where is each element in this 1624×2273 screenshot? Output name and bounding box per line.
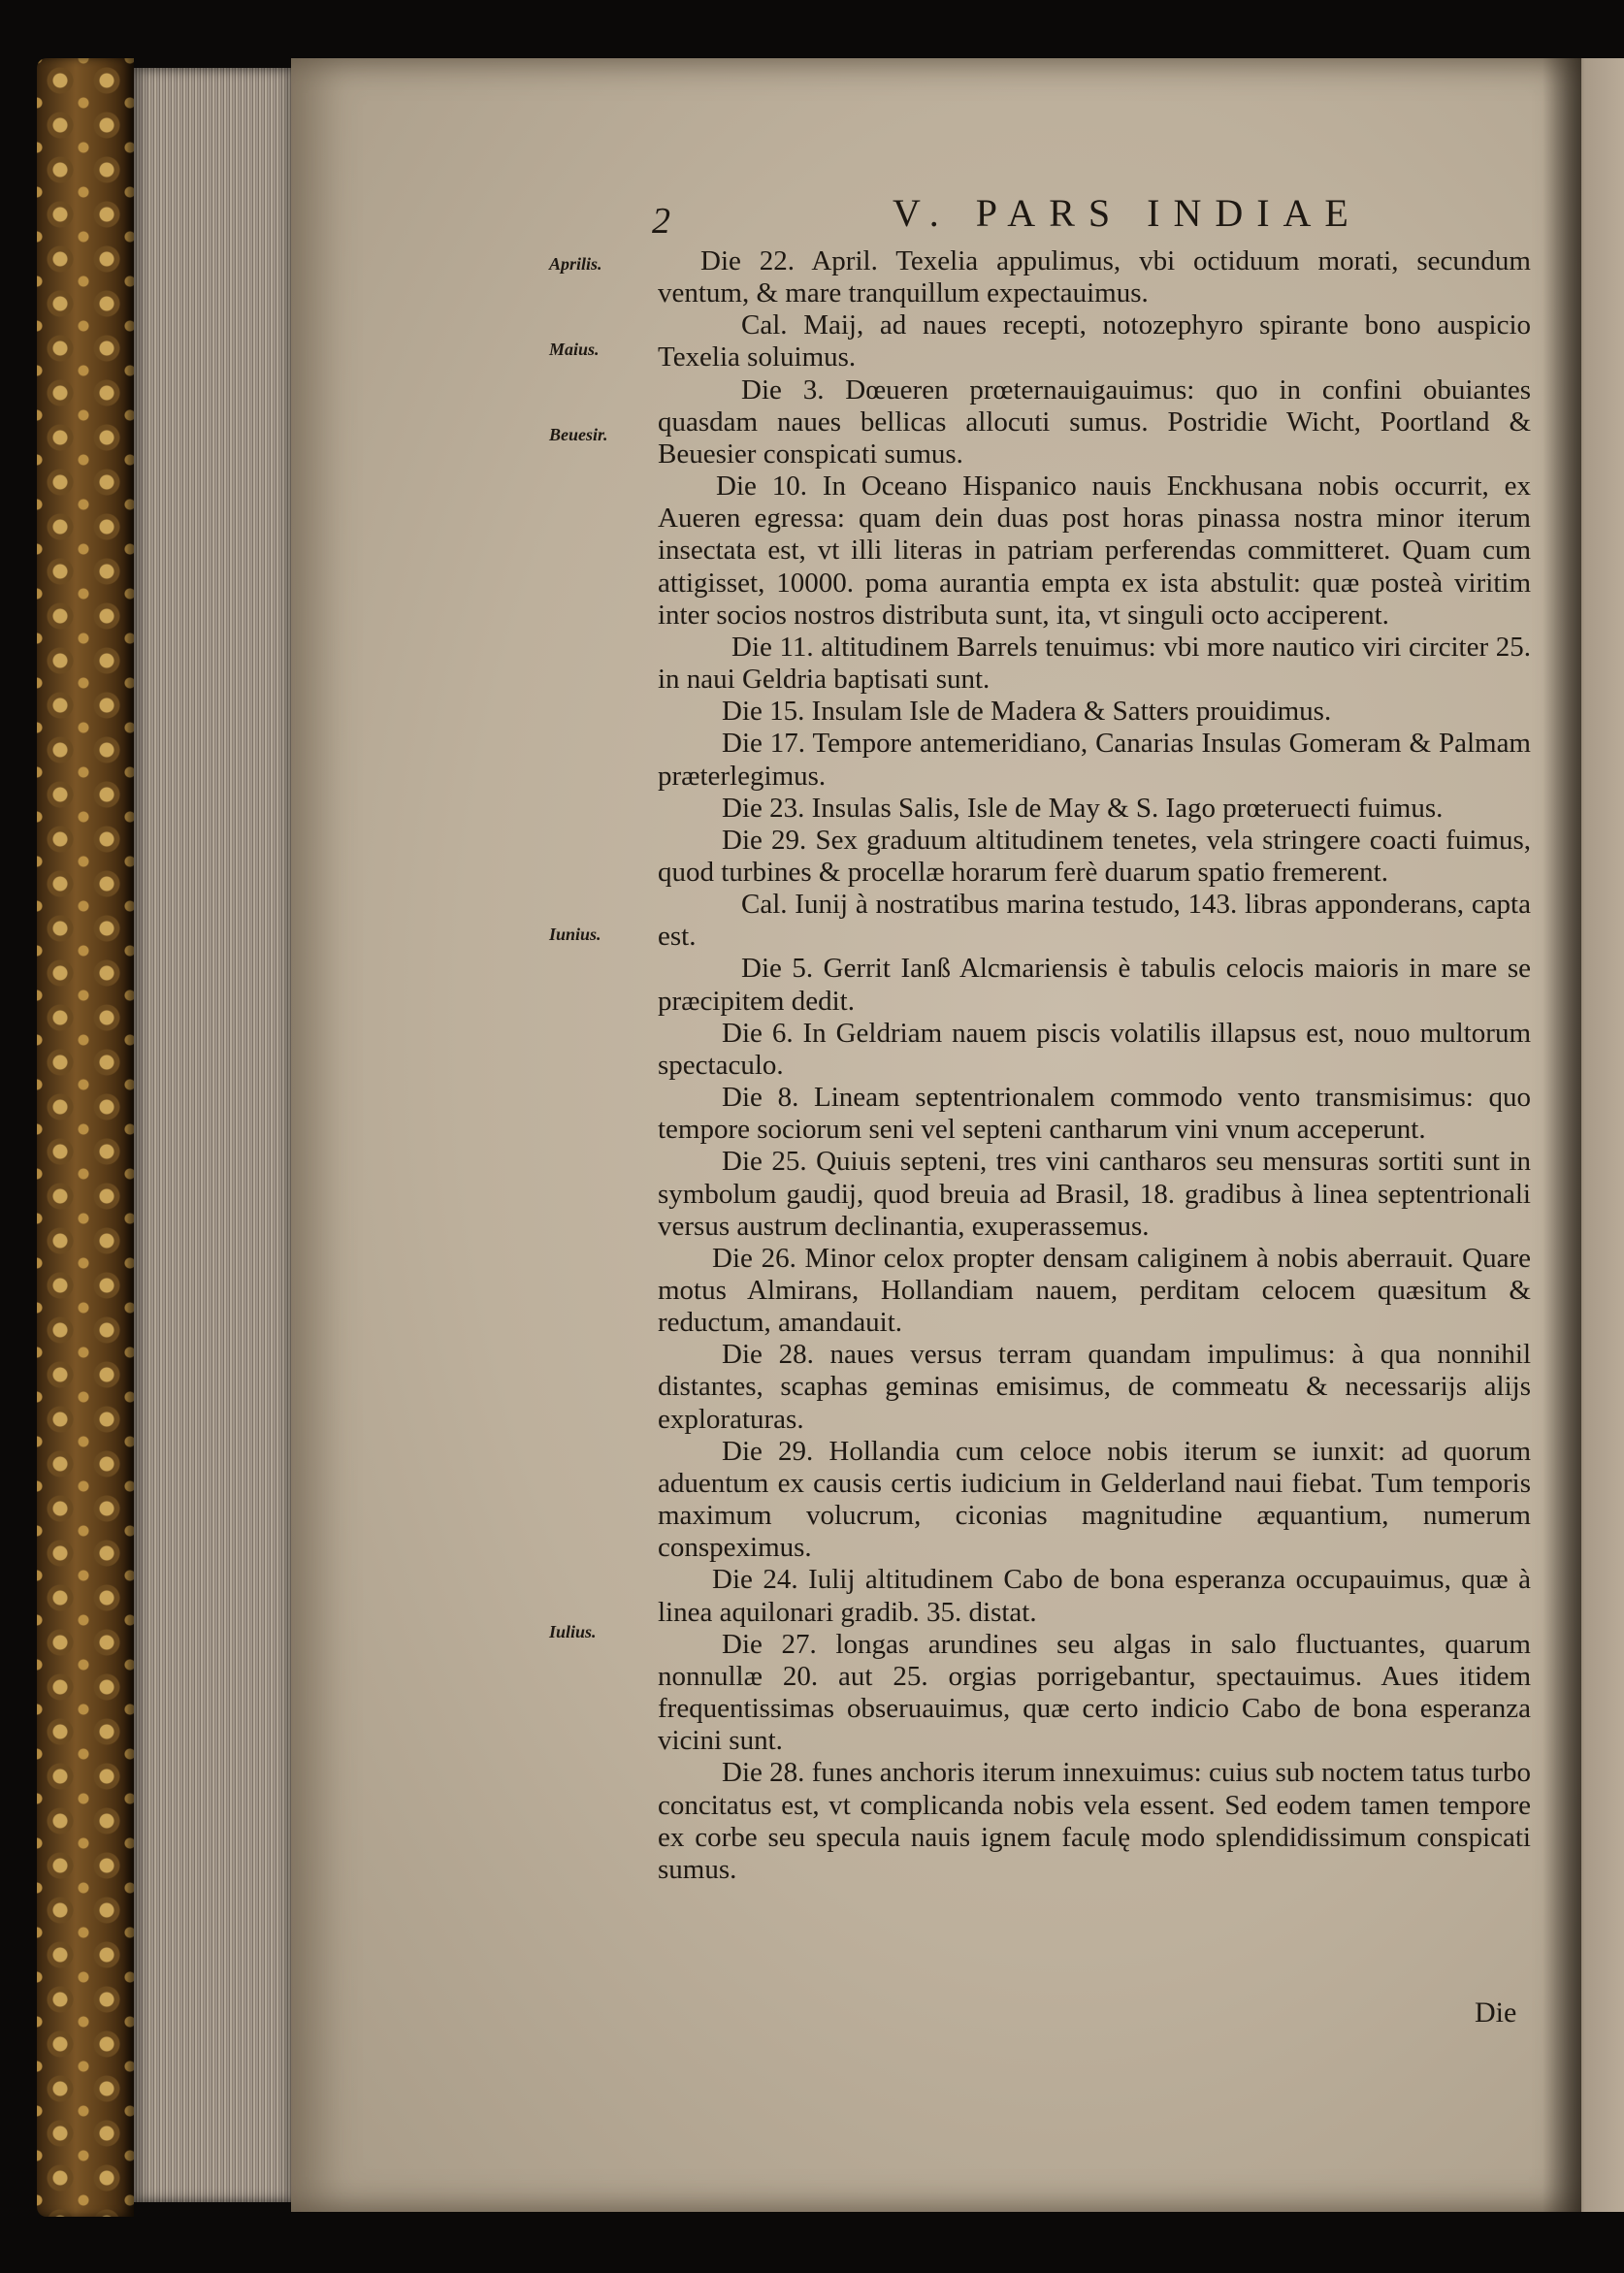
entry-june-1: Cal. Iunij à nostratibus marina testudo, 143. libras apponderans, capta est. — [658, 889, 1531, 953]
entry-april-22: Die 22. April. Texelia appulimus, vbi octiduum morati, secundum ventum, & mare tranquillum expectauimus. — [658, 245, 1531, 309]
entry-june-29: Die 29. Hollandia cum celoce nobis iterum se iunxit: ad quorum aduentum ex causis certis iudicium in Gelderland naui fiebat. Tum temporis maximum volucrum, ciconias magnitudine æquantium, numerum conspeximus. — [658, 1435, 1531, 1564]
page-edges — [134, 68, 299, 2202]
entry-may-3: Die 3. Dœueren prœternauigauimus: quo in confini obuiantes quasdam naues bellicas allocuti sumus. Postridie Wicht, Poortland & Beuesier conspicati sumus. — [658, 373, 1531, 470]
body-text — [658, 245, 1531, 1886]
margin-note-aprilis: Aprilis. — [549, 254, 602, 274]
entry-july-27: Die 27. longas arundines seu algas in salo fluctuantes, quarum nonnullæ 20. aut 25. orgias porrigebantur, spectauimus. Aues itidem frequentissimas obseruauimus, quæ certo indicio Cabo de bona esperanza vicini sunt. — [658, 1628, 1531, 1757]
entry-may-23: Die 23. Insulas Salis, Isle de May & S. Iago prœteruecti fuimus. — [722, 792, 1444, 824]
margin-note-beuesir: Beuesir. — [549, 425, 608, 444]
book-spine — [37, 58, 134, 2217]
running-head: V. PARS INDIAE — [893, 191, 1362, 235]
entry-may-29: Die 29. Sex graduum altitudinem tenetes, vela stringere coacti fuimus, quod turbines & procellæ horarum ferè duarum spatio fremerent. — [658, 824, 1531, 888]
margin-note-iulius: Iulius. — [549, 1622, 597, 1641]
gutter-shadow — [1543, 58, 1581, 2212]
catchword: Die — [1475, 1997, 1517, 2029]
entry-may-10: Die 10. In Oceano Hispanico nauis Enckhusana nobis occurrit, ex Aueren egressa: quam dein duas post horas pinassa nostra minor iterum insectata est, vt illi literas in patriam perferendas committeret. Quam cum attigisset, 10000. poma aurantia empta ex ista abstulit: quæ posteà viritim inter socios nostros distributa sunt, ita, vt singuli octo acciperent. — [658, 471, 1531, 631]
entry-may-15: Die 15. Insulam Isle de Madera & Satters prouidimus. — [722, 696, 1332, 728]
entry-may-11: Die 11. altitudinem Barrels tenuimus: vbi more nautico viri circiter 25. in naui Geldria baptisati sunt. — [658, 631, 1531, 696]
entry-june-25: Die 25. Quiuis septeni, tres vini cantharos seu mensuras sortiti sunt in symbolum gaudij, quod breuia ad Brasil, 18. gradibus à linea septentrionali versus austrum declinantia, exuperassemus. — [658, 1146, 1531, 1242]
entry-may-17: Die 17. Tempore antemeridiano, Canarias Insulas Gomeram & Palmam præterlegimus. — [658, 728, 1531, 792]
entry-may-1: Cal. Maij, ad naues recepti, notozephyro spirante bono auspicio Texelia soluimus. — [658, 309, 1531, 373]
margin-note-maius: Maius. — [549, 340, 600, 359]
entry-june-6: Die 6. In Geldriam nauem piscis volatilis illapsus est, nouo multorum spectaculo. — [658, 1017, 1531, 1081]
page-number: 2 — [652, 201, 670, 242]
entry-june-5: Die 5. Gerrit Ianß Alcmariensis è tabulis celocis maioris in mare se præcipitem dedit. — [658, 953, 1531, 1017]
margin-note-iunius: Iunius. — [549, 925, 601, 944]
entry-june-8: Die 8. Lineam septentrionalem commodo vento transmisimus: quo tempore sociorum seni vel septeni cantharum vini vnum acceperunt. — [658, 1082, 1531, 1146]
entry-june-26: Die 26. Minor celox propter densam caliginem à nobis aberrauit. Quare motus Almirans, Hollandiam nauem, perditam celocem quæsitum & reductum, amandauit. — [658, 1242, 1531, 1339]
entry-july-28: Die 28. funes anchoris iterum innexuimus: cuius sub noctem tatus turbo concitatus est, vt complicanda nobis vela essent. Sed eodem tamen tempore ex corbe seu specula nauis ignem faculę modo splendidissimum conspicati sumus. — [658, 1757, 1531, 1885]
entry-july-24: Die 24. Iulij altitudinem Cabo de bona esperanza occupauimus, quæ à linea aquilonari gradib. 35. distat. — [658, 1564, 1531, 1628]
entry-june-28: Die 28. naues versus terram quandam impulimus: à qua nonnihil distantes, scaphas geminas emisimus, de commeatu & necessarijs alijs exploraturas. — [658, 1339, 1531, 1435]
